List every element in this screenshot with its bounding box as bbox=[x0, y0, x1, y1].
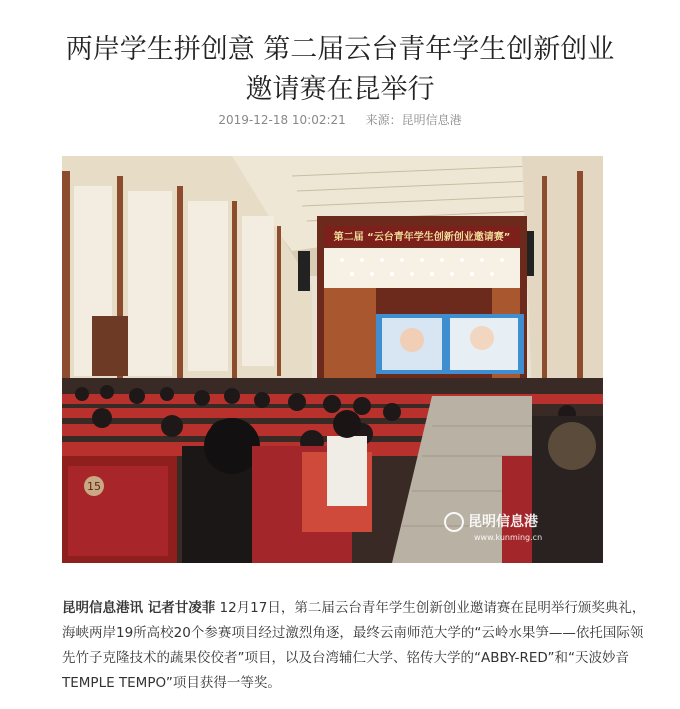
person-head-mid bbox=[333, 410, 361, 438]
watermark-url: www.kunming.cn bbox=[474, 533, 543, 542]
screen-face-left bbox=[400, 328, 424, 352]
article-title-line1: 两岸学生拼创意 第二届云台青年学生创新创业 bbox=[65, 34, 615, 65]
article-paragraph: 12月17日，第二届云台青年学生创新创业邀请赛在昆明举行颁奖典礼，海峡两岸19所高校20个参赛项目经过激烈角逐，最终云南师范大学的“云岭水果笋——依托国际领先竹子克隆技术的蔬果佼佼者”项目，以及台湾辅仁大学、铭传大学的“ABBY-RED”和“天波妙音TEMPLE TEMPO”项目获得一等奖。 bbox=[62, 600, 646, 691]
article-source: 来源：昆明信息港 bbox=[365, 113, 462, 127]
foreground-seat-right bbox=[502, 456, 532, 563]
stage-banner-text: 第二届 “云台青年学生创新创业邀请赛” bbox=[333, 232, 511, 243]
seat-back-left bbox=[68, 466, 168, 556]
publish-date: 2019-12-18 10:02:21 bbox=[218, 113, 346, 127]
article-title bbox=[0, 30, 680, 110]
auditorium-photo bbox=[62, 156, 603, 563]
article-lead: 昆明信息港讯 记者甘凌菲 bbox=[62, 600, 216, 616]
article-body bbox=[62, 596, 647, 696]
person-white-shirt bbox=[327, 436, 367, 506]
watermark-brand: 昆明信息港 bbox=[468, 514, 538, 530]
person-head-right bbox=[548, 422, 596, 470]
article-title-line2: 邀请赛在昆举行 bbox=[245, 74, 435, 105]
article-meta bbox=[0, 111, 680, 128]
seat-number: 15 bbox=[87, 480, 101, 493]
stage-left-panel bbox=[324, 288, 376, 378]
left-door bbox=[92, 316, 128, 376]
left-speaker bbox=[298, 251, 310, 291]
stage-lights-ceiling bbox=[324, 248, 520, 288]
article-photo bbox=[62, 156, 603, 563]
right-wall bbox=[522, 156, 603, 416]
person-head-left bbox=[204, 418, 260, 474]
screen-face-right bbox=[470, 326, 494, 350]
